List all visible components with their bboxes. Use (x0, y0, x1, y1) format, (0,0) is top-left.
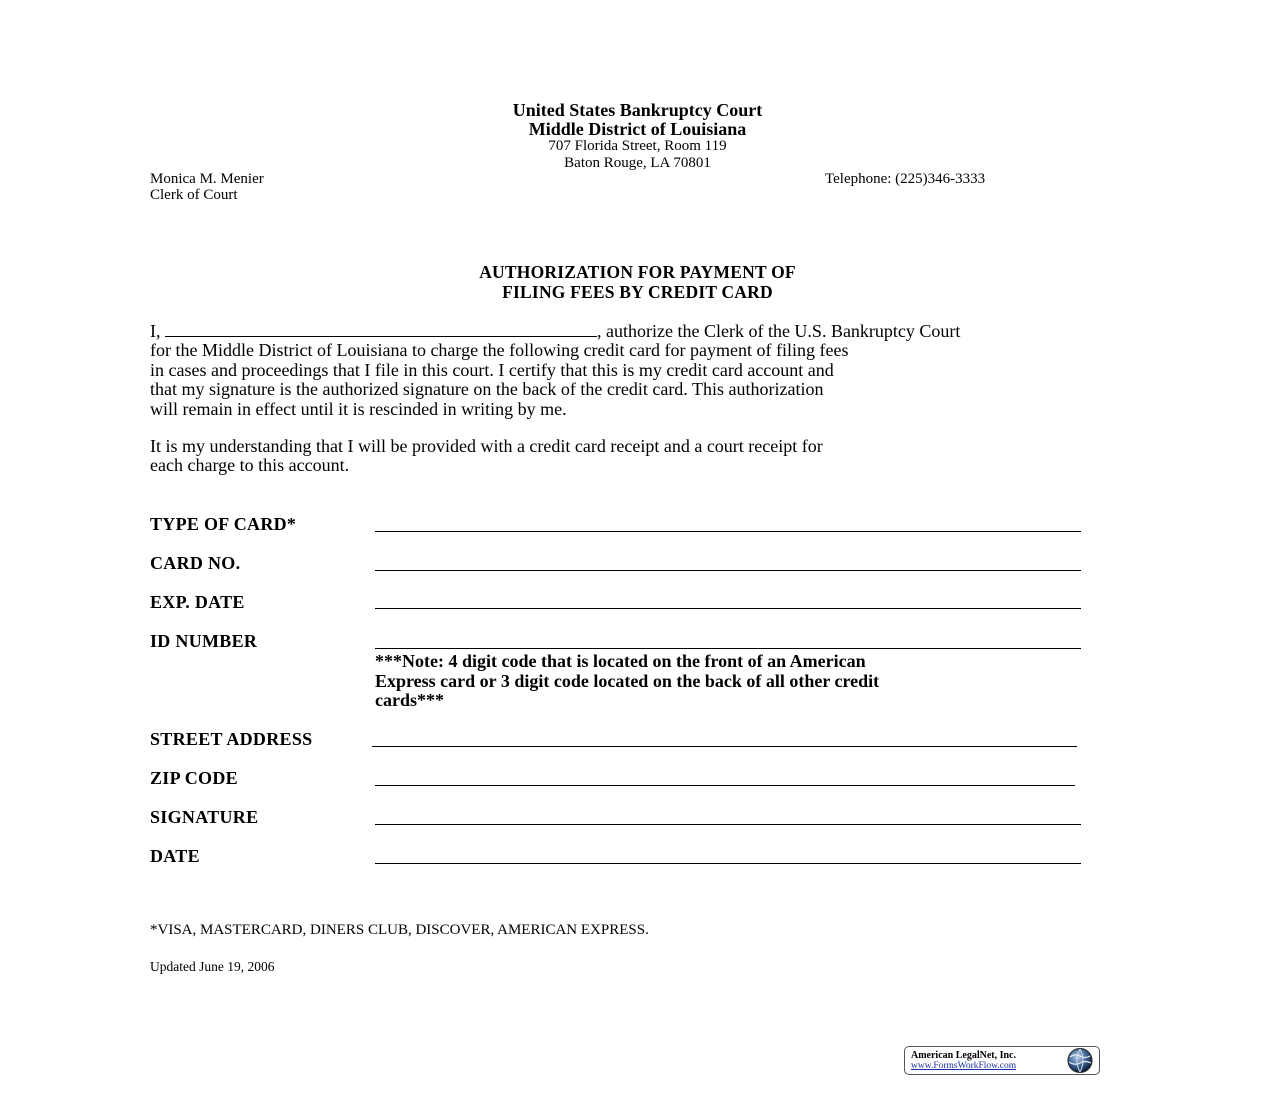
publisher-name: American LegalNet, Inc. (911, 1050, 1016, 1061)
date-line[interactable] (375, 863, 1081, 864)
street-address-label: STREET ADDRESS (150, 729, 313, 749)
court-name: United States Bankruptcy Court (512, 100, 763, 120)
exp-date-label: EXP. DATE (150, 592, 245, 612)
district-name: Middle District of Louisiana (528, 119, 747, 139)
paragraph-line-rest: , authorize the Clerk of the U.S. Bankruptcy Court (597, 321, 961, 341)
address-line-2: Baton Rouge, LA 70801 (564, 155, 711, 171)
type-of-card-line[interactable] (375, 531, 1081, 532)
clerk-title: Clerk of Court (150, 187, 238, 203)
type-of-card-label: TYPE OF CARD* (150, 514, 297, 534)
signature-line[interactable] (375, 824, 1081, 825)
paragraph-line: for the Middle District of Louisiana to charge the following credit card for payment of filing fees (150, 340, 849, 361)
updated-date: Updated June 19, 2006 (150, 959, 275, 974)
exp-date-line[interactable] (375, 608, 1081, 609)
note-line: Express card or 3 digit code located on the back of all other credit (375, 670, 880, 691)
id-number-label: ID NUMBER (150, 631, 258, 651)
zip-code-line[interactable] (375, 785, 1075, 786)
note-line: cards*** (375, 690, 444, 710)
address-line-1: 707 Florida Street, Room 119 (548, 138, 727, 154)
form-title-line-2: FILING FEES BY CREDIT CARD (502, 282, 773, 302)
signature-label: SIGNATURE (150, 807, 259, 827)
paragraph-line: will remain in effect until it is rescinded in writing by me. (150, 398, 567, 419)
street-address-line[interactable] (372, 746, 1077, 747)
authorization-paragraph (150, 321, 1130, 419)
card-no-label: CARD NO. (150, 553, 241, 573)
paragraph-line (150, 321, 1130, 341)
name-blank[interactable] (165, 321, 597, 337)
clerk-name: Monica M. Menier (150, 171, 264, 187)
paragraph-line: that my signature is the authorized signature on the back of the credit card. This authorization (150, 379, 824, 400)
paragraph-line: It is my understanding that I will be provided with a credit card receipt and a court receipt for (150, 436, 823, 456)
form-title-line-1: AUTHORIZATION FOR PAYMENT OF (479, 262, 796, 282)
publisher-badge[interactable] (904, 1046, 1100, 1075)
note-line: ***Note: 4 digit code that is located on the front of an American (375, 651, 866, 671)
telephone: Telephone: (225)346-3333 (825, 171, 986, 187)
paragraph-line: each charge to this account. (150, 455, 350, 476)
zip-code-label: ZIP CODE (150, 768, 238, 788)
id-number-note (375, 652, 1095, 711)
paragraph-line: in cases and proceedings that I file in this court. I certify that this is my credit card account and (150, 359, 834, 380)
paragraph-prefix: I, (150, 321, 161, 341)
card-no-line[interactable] (375, 570, 1081, 571)
id-number-line[interactable] (375, 648, 1081, 649)
date-label: DATE (150, 846, 200, 866)
globe-icon (1062, 1047, 1098, 1079)
accepted-cards-note: *VISA, MASTERCARD, DINERS CLUB, DISCOVER, AMERICAN EXPRESS. (150, 922, 649, 938)
publisher-link[interactable]: www.FormsWorkFlow.com (911, 1061, 1017, 1071)
understanding-paragraph (150, 437, 1130, 476)
